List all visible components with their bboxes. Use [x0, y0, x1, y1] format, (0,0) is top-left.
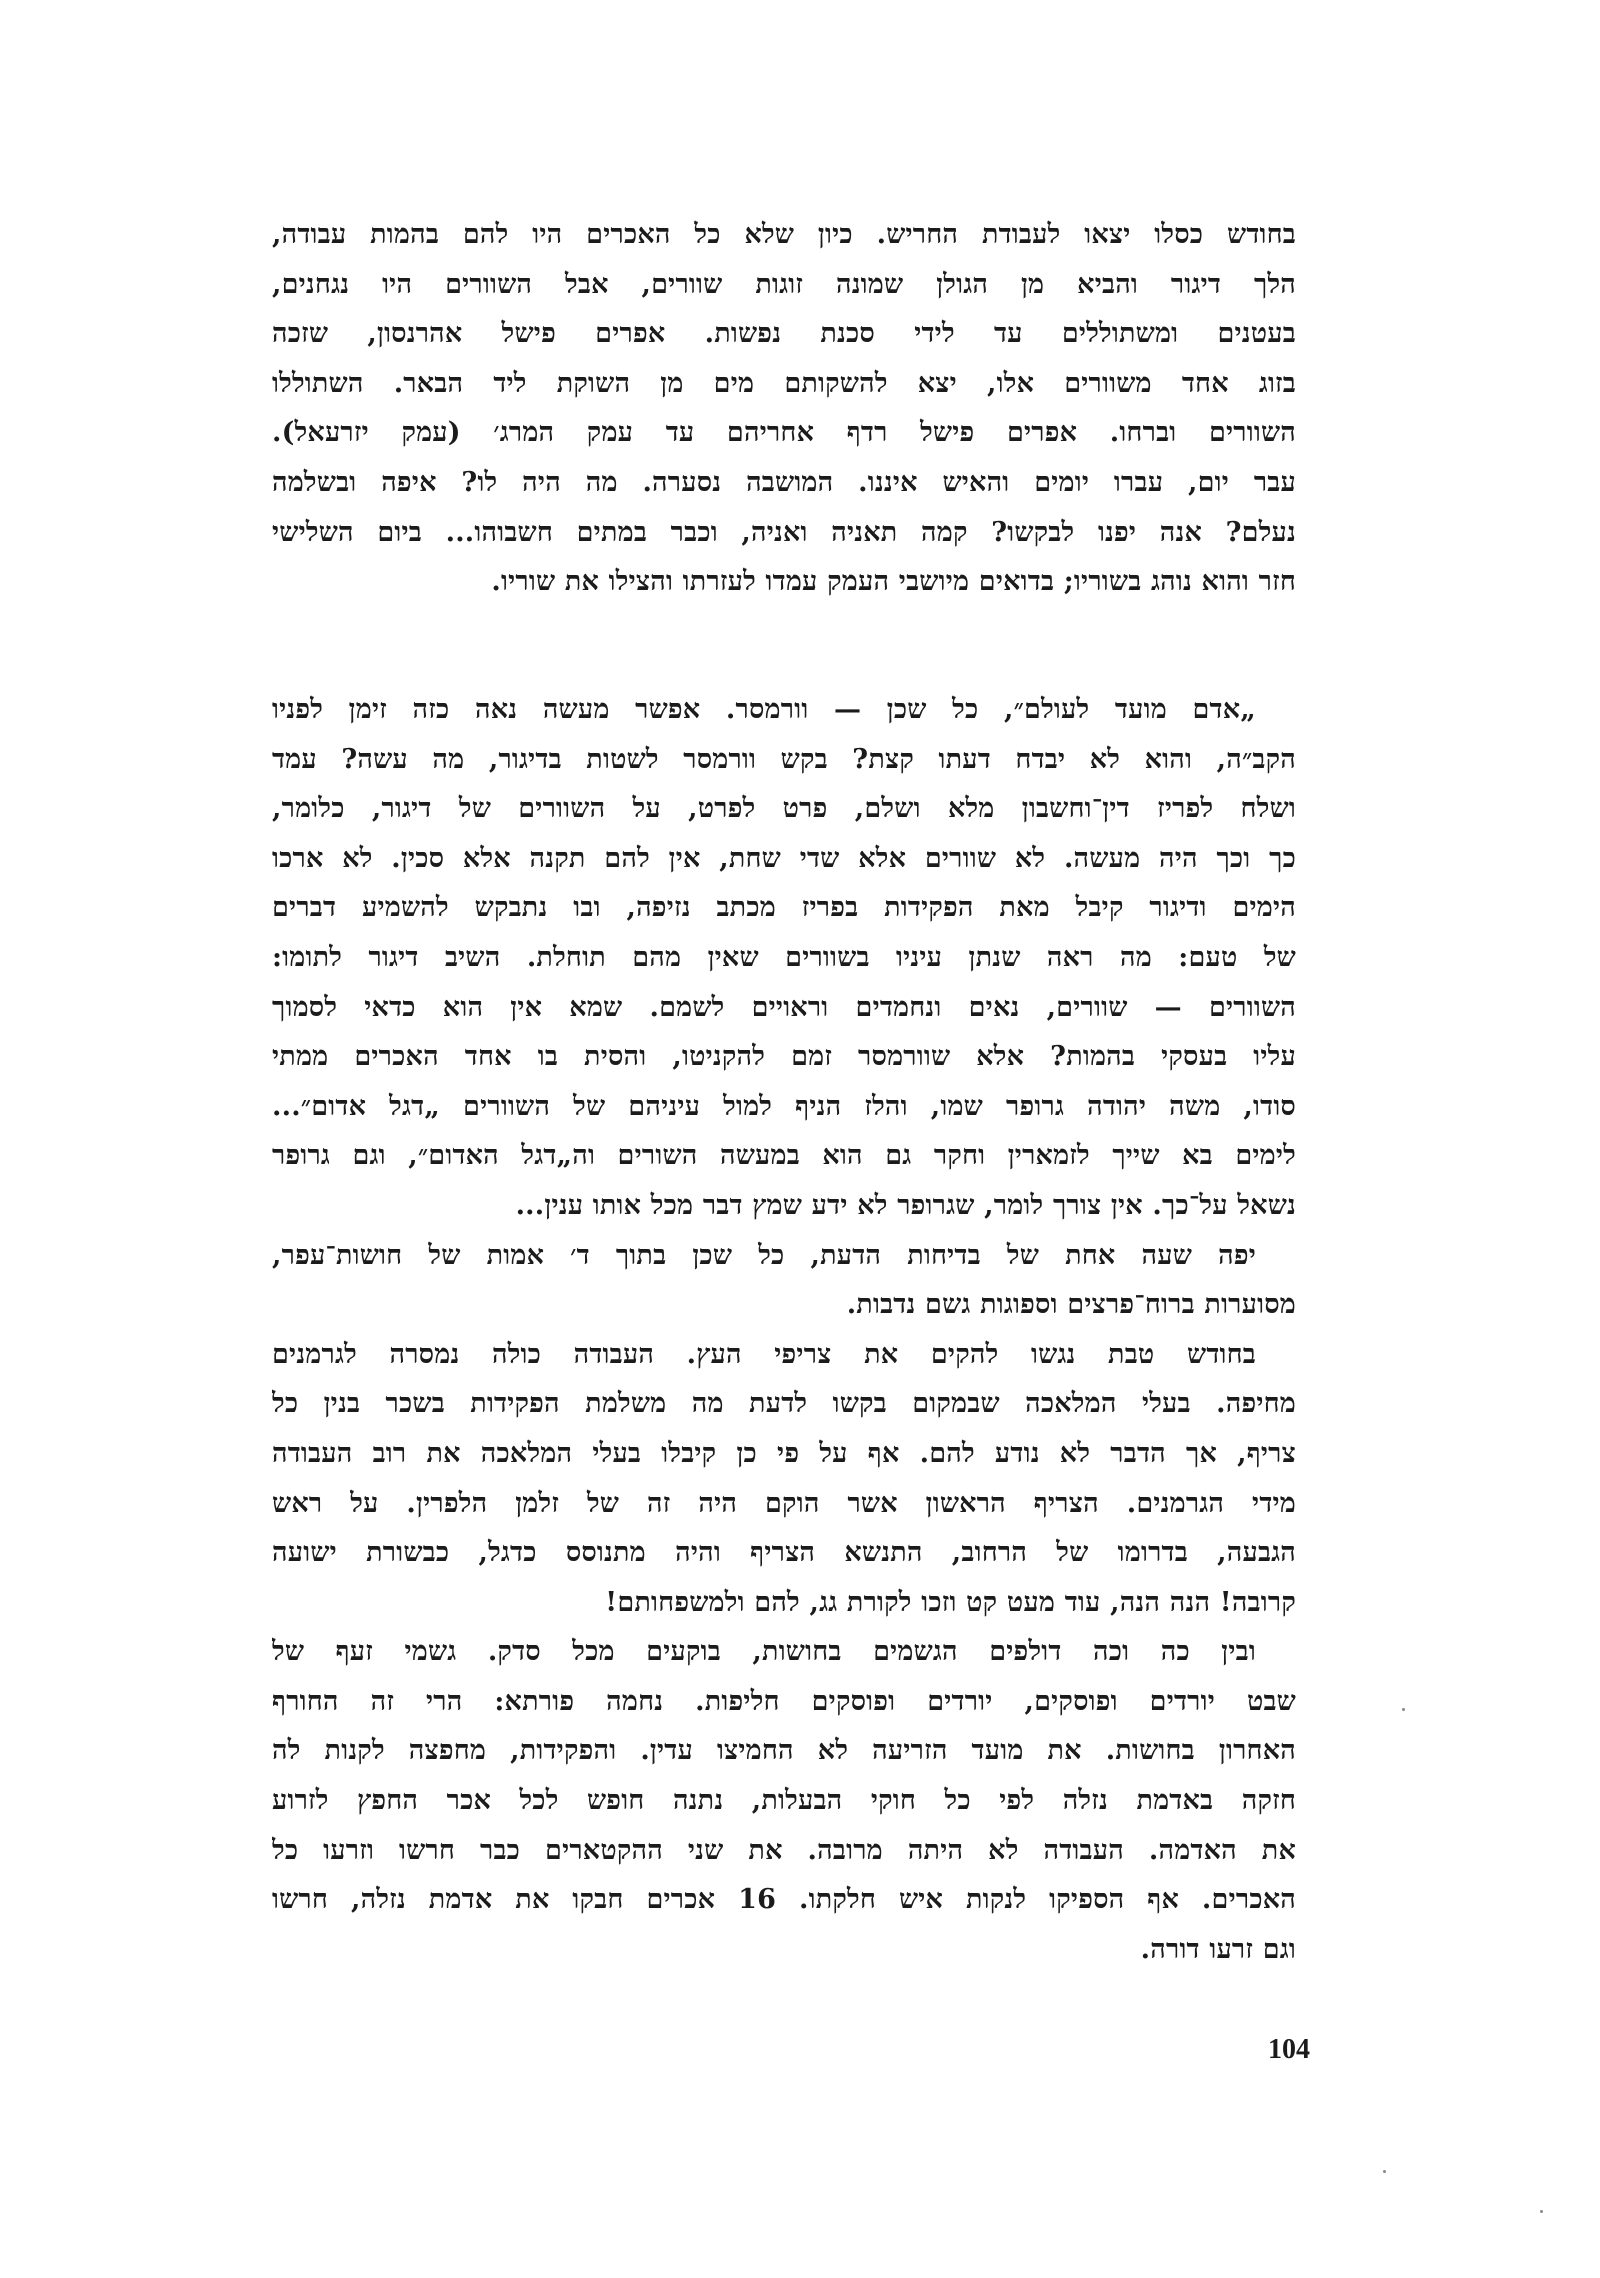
text-line: השוורים וברחו. אפרים פישל רדף אחריהם עד עמק המרג׳ (עמק יזרעאל). [272, 417, 1296, 449]
text-line: הלך דיגור והביא מן הגולן שמונה זוגות שוורים, אבל השוורים היו נגחנים, [272, 268, 1296, 300]
text-line: קרובה! הנה הנה, עוד מעט קט וזכו לקורת גג, להם ולמשפחותם! [605, 1586, 1296, 1618]
paragraphs-wormser-and-huts [272, 685, 1296, 1974]
text-line: הימים ודיגור קיבל מאת הפקידות בפריז מכתב נזיפה, ובו נתבקש להשמיע דברים [272, 892, 1296, 924]
text-line: לימים בא שייך לזמארין וחקר גם הוא במעשה השורים וה„דגל האדום״, וגם גרופר [272, 1140, 1296, 1172]
text-line: עליו בעסקי בהמות? אלא שוורמסר זמם להקניטו, והסית בו אחד האכרים ממתי [272, 1041, 1296, 1073]
text-line: וגם זרעו דורה. [1140, 1933, 1296, 1965]
text-line: האכרים. אף הספיקו לנקות איש חלקתו. 16 אכרים חבקו את אדמת נזלה, חרשו [272, 1884, 1296, 1916]
paragraph-harvest-oxen [272, 210, 1296, 607]
text-line: הקב״ה, והוא לא יבדח דעתו קצת? בקש וורמסר לשטות בדיגור, מה עשה? עמד [272, 743, 1296, 775]
text-line: בעטנים ומשתוללים עד לידי סכנת נפשות. אפרים פישל אהרנסון, שזכה [272, 318, 1296, 350]
text-line: בזוג אחד משוורים אלו, יצא להשקותם מים מן השוקת ליד הבאר. השתוללו [272, 367, 1296, 399]
text-line: ושלח לפריז דין־וחשבון מלא ושלם, פרט לפרט, על השוורים של דיגור, כלומר, [272, 793, 1296, 825]
page-number: 104 [1268, 2034, 1310, 2065]
text-line: עבר יום, עברו יומים והאיש איננו. המושבה נסערה. מה היה לו? איפה ובשלמה [272, 466, 1296, 498]
text-line: מחיפה. בעלי המלאכה שבמקום בקשו לדעת מה משלמת הפקידות בשכר בנין כל [272, 1388, 1296, 1420]
text-line: שבט יורדים ופוסקים, יורדים ופוסקים חליפות. נחמה פורתא: הרי זה החורף [272, 1685, 1296, 1717]
text-line: חזר והוא נוהג בשוריו; בדואים מיושבי העמק עמדו לעזרתו והצילו את שוריו. [491, 566, 1296, 598]
text-line: מידי הגרמנים. הצריף הראשון אשר הוקם היה זה של זלמן הלפרין. על ראש [272, 1487, 1296, 1519]
text-line: האחרון בחושות. את מועד הזריעה לא החמיצו עדין. והפקידות, מחפצה לקנות לה [272, 1735, 1296, 1767]
text-line: מסוערות ברוח־פרצים וספוגות גשם נדבות. [846, 1289, 1296, 1321]
text-line: חזקה באדמת נזלה לפי כל חוקי הבעלות, נתנה חופש לכל אכר החפץ לזרוע [272, 1785, 1296, 1817]
text-line: בחודש טבת נגשו להקים את צריפי העץ. העבודה כולה נמסרה לגרמנים [272, 1338, 1256, 1370]
text-line: יפה שעה אחת של בדיחות הדעת, כל שכן בתוך ד׳ אמות של חושות־עפר, [272, 1239, 1256, 1271]
text-line: צריף, אך הדבר לא נודע להם. אף על פי כן קיבלו בעלי המלאכה את רוב העבודה [272, 1437, 1296, 1469]
text-line: את האדמה. העבודה לא היתה מרובה. את שני ההקטארים כבר חרשו וזרעו כל [272, 1834, 1296, 1866]
text-line: של טעם: מה ראה שנתן עיניו בשוורים שאין מהם תוחלת. השיב דיגור לתומו: [272, 941, 1296, 973]
text-line: השוורים — שוורים, נאים ונחמדים וראויים לשמם. שמא אין הוא כדאי לסמוך [272, 991, 1296, 1023]
scan-speck [1402, 1708, 1405, 1711]
text-line: נעלם? אנה יפנו לבקשו? קמה תאניה ואניה, וכבר במתים חשבוהו... ביום השלישי [272, 516, 1296, 548]
scan-speck [1540, 2210, 1543, 2213]
scan-speck [1383, 2170, 1386, 2173]
text-line: ובין כה וכה דולפים הגשמים בחושות, בוקעים מכל סדק. גשמי זעף של [272, 1636, 1256, 1668]
text-line: בחודש כסלו יצאו לעבודת החריש. כיון שלא כל האכרים היו להם בהמות עבודה, [272, 219, 1296, 250]
text-line: „אדם מועד לעולם״, כל שכן — וורמסר. אפשר מעשה נאה כזה זימן לפניו [272, 694, 1256, 725]
text-line: סודו, משה יהודה גרופר שמו, והלז הניף למול עיניהם של השוורים „דגל אדום״... [272, 1090, 1296, 1122]
text-line: נשאל על־כך. אין צורך לומר, שגרופר לא ידע שמץ דבר מכל אותו ענין... [515, 1189, 1296, 1221]
text-line: כך וכך היה מעשה. לא שוורים אלא שדי שחת, אין להם תקנה אלא סכין. לא ארכו [272, 842, 1296, 874]
text-line: הגבעה, בדרומו של הרחוב, התנשא הצריף והיה מתנוסס כדגל, כבשורת ישועה [272, 1537, 1296, 1569]
